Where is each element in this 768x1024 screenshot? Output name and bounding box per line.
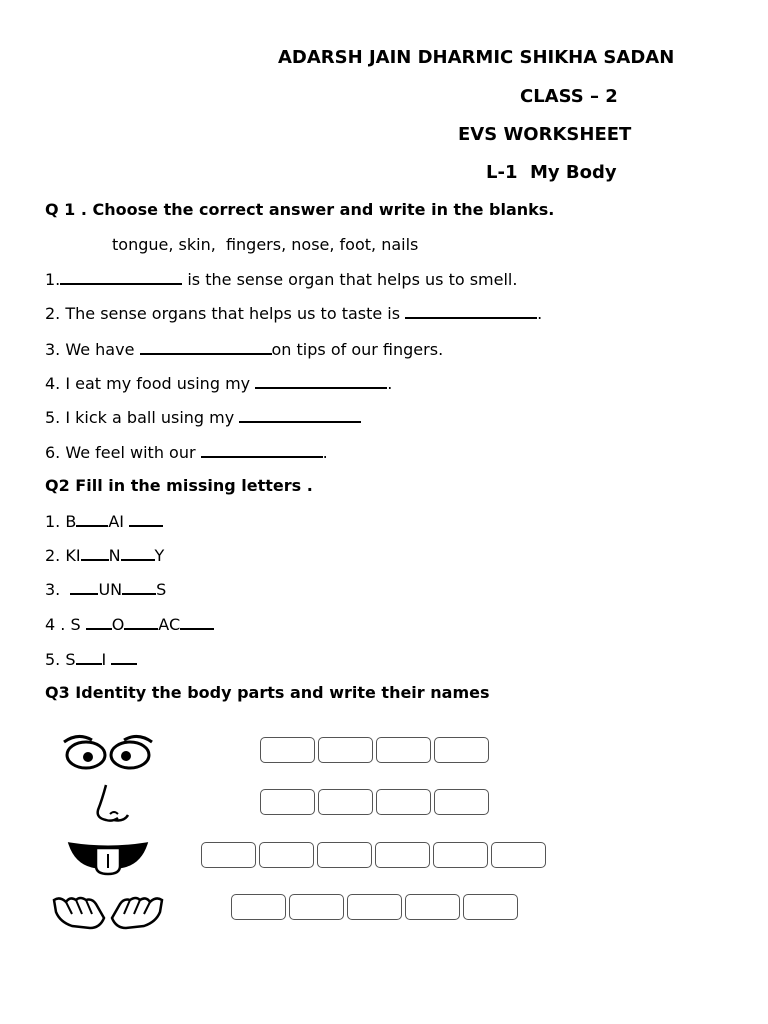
letter-box[interactable] <box>491 842 546 868</box>
answer-blank[interactable] <box>60 269 182 285</box>
q2-letters: B <box>65 512 77 531</box>
letter-box[interactable] <box>289 894 344 920</box>
q1-item-5 <box>45 407 361 427</box>
q1-item-text: 4. I eat my food using my <box>45 374 256 393</box>
tongue-icon <box>66 840 150 878</box>
q2-item-number: 1. <box>45 512 66 531</box>
q1-item-text: 3. We have <box>45 340 140 359</box>
letter-box[interactable] <box>318 789 373 815</box>
tongue-answer-boxes <box>201 842 549 868</box>
q2-item-1 <box>45 511 163 531</box>
worksheet-title: EVS WORKSHEET <box>458 124 632 145</box>
letter-box[interactable] <box>376 789 431 815</box>
answer-blank[interactable] <box>140 339 272 355</box>
answer-blank[interactable] <box>239 407 361 423</box>
q2-item-2 <box>45 545 164 565</box>
q1-item-4 <box>45 373 392 393</box>
letter-box[interactable] <box>259 842 314 868</box>
q2-item-number: 3. <box>45 580 71 599</box>
lesson-title: L-1 My Body <box>486 162 617 183</box>
q2-item-number: 2. <box>45 546 66 565</box>
letter-blank[interactable] <box>124 614 158 630</box>
letter-box[interactable] <box>317 842 372 868</box>
q1-item-6 <box>45 442 328 462</box>
letter-blank[interactable] <box>76 511 108 527</box>
answer-blank[interactable] <box>255 373 387 389</box>
q2-letters: KI <box>65 546 81 565</box>
q1-item-3 <box>45 339 443 359</box>
letter-blank[interactable] <box>111 649 137 665</box>
letter-blank[interactable] <box>180 614 214 630</box>
q2-letters: S <box>70 615 86 634</box>
letter-blank[interactable] <box>76 649 102 665</box>
q2-letters: Y <box>154 546 165 565</box>
class-label: CLASS – 2 <box>520 86 618 107</box>
q2-letters: O <box>111 615 125 634</box>
letter-blank[interactable] <box>70 579 98 595</box>
q2-item-number: 5. <box>45 650 66 669</box>
answer-blank[interactable] <box>405 303 537 319</box>
answer-blank[interactable] <box>201 442 323 458</box>
eyes-answer-boxes <box>260 737 492 763</box>
hands-icon <box>50 888 166 932</box>
q2-letters: S <box>156 580 167 599</box>
q2-letters: S <box>65 650 76 669</box>
q2-letters: UN <box>98 580 123 599</box>
q2-item-3 <box>45 579 166 599</box>
letter-box[interactable] <box>434 789 489 815</box>
q1-item-text: . <box>322 443 328 462</box>
q2-letters: AI <box>108 512 130 531</box>
q2-item-5 <box>45 649 137 669</box>
letter-box[interactable] <box>434 737 489 763</box>
q2-item-number: 4 . <box>45 615 71 634</box>
hands-answer-boxes <box>231 894 521 920</box>
q1-item-text: 5. I kick a ball using my <box>45 408 240 427</box>
eyes-icon <box>56 730 160 774</box>
letter-box[interactable] <box>260 737 315 763</box>
q1-item-text: on tips of our fingers. <box>271 340 444 359</box>
letter-blank[interactable] <box>122 579 156 595</box>
letter-box[interactable] <box>347 894 402 920</box>
q1-item-text: 6. We feel with our <box>45 443 201 462</box>
letter-blank[interactable] <box>129 511 163 527</box>
q2-item-4 <box>45 614 214 634</box>
letter-box[interactable] <box>201 842 256 868</box>
q1-item-text: 1. <box>45 270 61 289</box>
letter-box[interactable] <box>318 737 373 763</box>
q1-title: Q 1 . Choose the correct answer and write in the blanks. <box>45 200 555 219</box>
q3-title: Q3 Identity the body parts and write their names <box>45 683 490 702</box>
q2-letters: N <box>108 546 121 565</box>
school-name: ADARSH JAIN DHARMIC SHIKHA SADAN <box>278 47 675 68</box>
q2-title: Q2 Fill in the missing letters . <box>45 476 313 495</box>
q1-item-text: . <box>387 374 393 393</box>
nose-answer-boxes <box>260 789 492 815</box>
letter-box[interactable] <box>433 842 488 868</box>
q1-item-text: is the sense organ that helps us to smell. <box>182 270 518 289</box>
q1-item-2 <box>45 303 542 323</box>
letter-box[interactable] <box>405 894 460 920</box>
q1-item-1 <box>45 269 517 289</box>
letter-box[interactable] <box>463 894 518 920</box>
letter-box[interactable] <box>260 789 315 815</box>
letter-blank[interactable] <box>86 614 112 630</box>
q1-item-text: . <box>537 304 543 323</box>
q2-letters: AC <box>158 615 181 634</box>
nose-icon <box>88 782 138 826</box>
q1-item-text: 2. The sense organs that helps us to taste is <box>45 304 406 323</box>
q1-word-options: tongue, skin, fingers, nose, foot, nails <box>112 235 419 254</box>
letter-box[interactable] <box>375 842 430 868</box>
letter-blank[interactable] <box>81 545 109 561</box>
letter-box[interactable] <box>376 737 431 763</box>
letter-blank[interactable] <box>121 545 155 561</box>
letter-box[interactable] <box>231 894 286 920</box>
q2-letters: I <box>101 650 112 669</box>
